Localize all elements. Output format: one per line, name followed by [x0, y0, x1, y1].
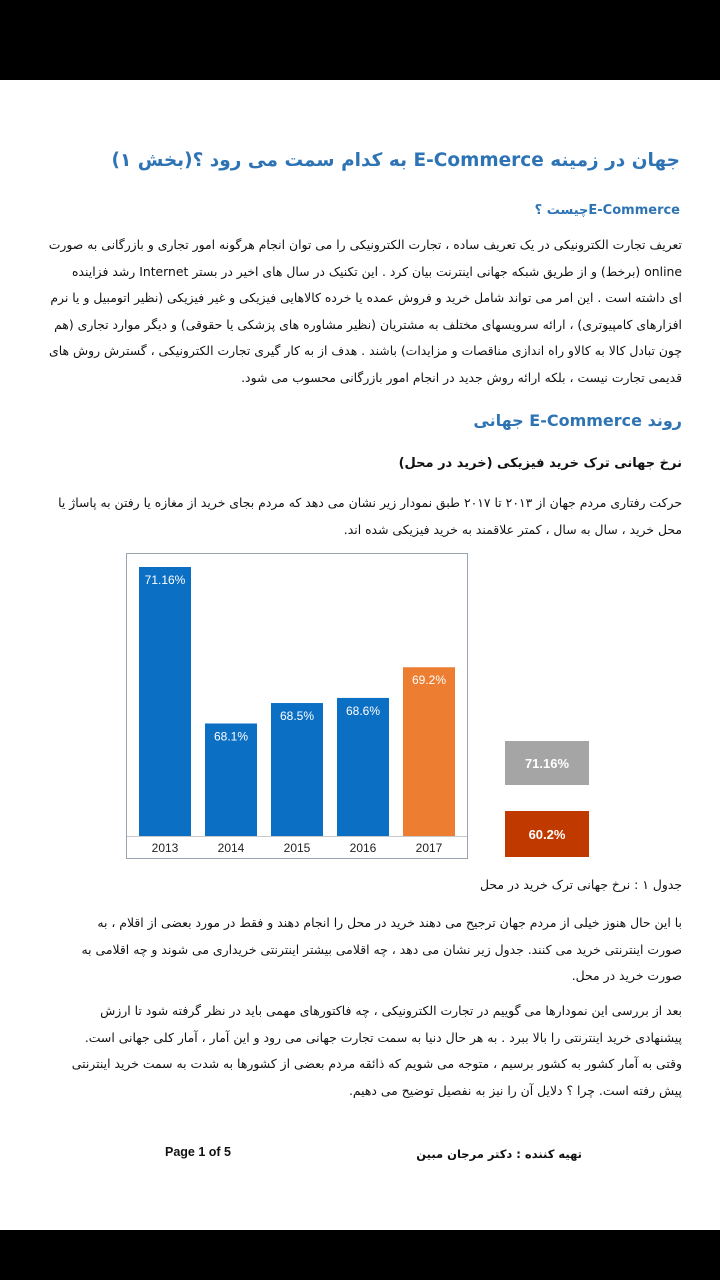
- paragraph-in-store-preference: [38, 910, 682, 990]
- data-label-2014: 68.1%: [213, 729, 249, 744]
- document-page: [0, 80, 720, 1230]
- section-heading-what-is-ecommerce: E-Commerceچیست ؟: [534, 203, 680, 218]
- chart-caption: جدول ۱ : نرخ جهانی ترک خرید در محل: [479, 877, 682, 892]
- paragraph-line: پیشنهادی خرید اینترنتی را بالا ببرد . به هر حال دنیا به سمت تجارت جهانی می رود و این آمار ، آمار کلی جهانی است.: [84, 1029, 682, 1045]
- data-label-2013: 71.16%: [144, 573, 186, 587]
- subsection-heading-abandon-rate: نرخ جهانی ترک خرید فیزیکی (خرید در محل): [398, 456, 682, 471]
- comparison-from-box: [505, 741, 589, 785]
- top-status-bar: [0, 0, 720, 80]
- comparison-to-value: 60.2%: [528, 826, 566, 842]
- comparison-to-box: [505, 811, 589, 857]
- paragraph-line: با این حال هنوز خیلی از مردم جهان ترجیح می دهند خرید در محل را انجام دهند و فقط در مورد بعضی از اقلام ، به: [97, 915, 682, 930]
- paragraph-line: چون تبادل کالا به کالاو راه اندازی مناقصات و مزایدات) باشند . هدف از به کار گیری تجارت الکترونیکی ، گسترش روش های: [49, 343, 682, 359]
- bottom-navigation-bar: [0, 1230, 720, 1280]
- paragraph-line: قدیمی تجارت نیست ، بلکه ارائه روش جدید در انجام امور بازرگانی محسوب می شود.: [241, 369, 682, 385]
- bar-2017: [403, 667, 455, 836]
- paragraph-line: افزارهای کامپیوتری) ، ارائه سرویسهای مختلف به مشتریان (نظیر مشاوره های پزشکی یا حقوقی) و دیگر موارد تجاری (هم: [54, 316, 682, 332]
- paragraph-definition: [38, 232, 682, 392]
- data-label-2017: 69.2%: [411, 673, 447, 688]
- paragraph-line: بعد از بررسی این نمودارها می گوییم در تجارت الکترونیکی ، چه فاکتورهای مهمی باید در نظر گرفته شود تا ارزش: [100, 1003, 682, 1018]
- paragraph-line: ای داشته است . این امر می تواند شامل خرید و فروش عمده یا خرده کالاهایی فیزیکی و غیر فیزیکی (نظیر اتومبیل و یا نرم: [50, 290, 682, 306]
- bar-2016: [337, 698, 389, 836]
- comparison-from-value: 71.16%: [524, 755, 570, 771]
- paragraph-line: پیش رفته است. چرا ؟ دلایل آن را نیز به نفصیل توضیح می دهیم.: [348, 1082, 682, 1098]
- bar-2013: [139, 567, 191, 836]
- x-tick-2017: 2017: [415, 841, 443, 855]
- paragraph-trend: [38, 490, 682, 543]
- paragraph-line: online (برخط) و از طریق شبکه جهانی اینترنت بیان کرد . این تکنیک در سال های اخیر در بستر Internet رشد فزاینده: [72, 263, 682, 279]
- paragraph-conclusion: [38, 998, 682, 1104]
- data-label-2015: 68.5%: [279, 709, 315, 724]
- x-tick-2013: 2013: [151, 841, 179, 855]
- paragraph-line: صورت اینترنتی خرید می کنند. جدول زیر نشان می دهد ، چه اقلامی بیشتر اینترنتی خریداری می شوند و چه اقلامی به: [81, 941, 682, 957]
- paragraph-line: صورت خرید در محل.: [571, 968, 682, 984]
- paragraph-line: محل خرید ، سال به سال ، کمتر علاقمند به خرید فیزیکی شده اند.: [343, 521, 682, 537]
- data-label-2016: 68.6%: [345, 703, 381, 718]
- document-title: جهان در زمینه E-Commerce به کدام سمت می رود ؟(بخش ۱): [111, 150, 680, 171]
- paragraph-line: حرکت رفتاری مردم جهان از ۲۰۱۳ تا ۲۰۱۷ طبق نمودار زیر نشان می دهد که مردم بجای خرید از مغازه یا رفتن به پاساژ یا: [58, 495, 682, 510]
- x-tick-2016: 2016: [349, 841, 377, 855]
- bar-chart: [126, 553, 468, 859]
- x-tick-2015: 2015: [283, 841, 311, 855]
- x-tick-2014: 2014: [217, 841, 245, 855]
- paragraph-line: تعریف تجارت الکترونیکی در یک تعریف ساده ، تجارت الکترونیکی را می توان انجام هرگونه امور تجاری و بازرگانی به صورت: [48, 237, 682, 252]
- paragraph-line: وقتی به آمار کشور به کشور برسیم ، متوجه می شویم که ذائقه مردم بعضی از کشورها به شدت به سمت خرید اینترنتی: [71, 1056, 682, 1072]
- section-heading-global-trend: روند E-Commerce جهانی: [473, 411, 682, 430]
- footer-page-number: Page 1 of 5: [165, 1145, 231, 1159]
- footer-author: تهیه کننده : دکتر مرجان مبین: [416, 1147, 582, 1161]
